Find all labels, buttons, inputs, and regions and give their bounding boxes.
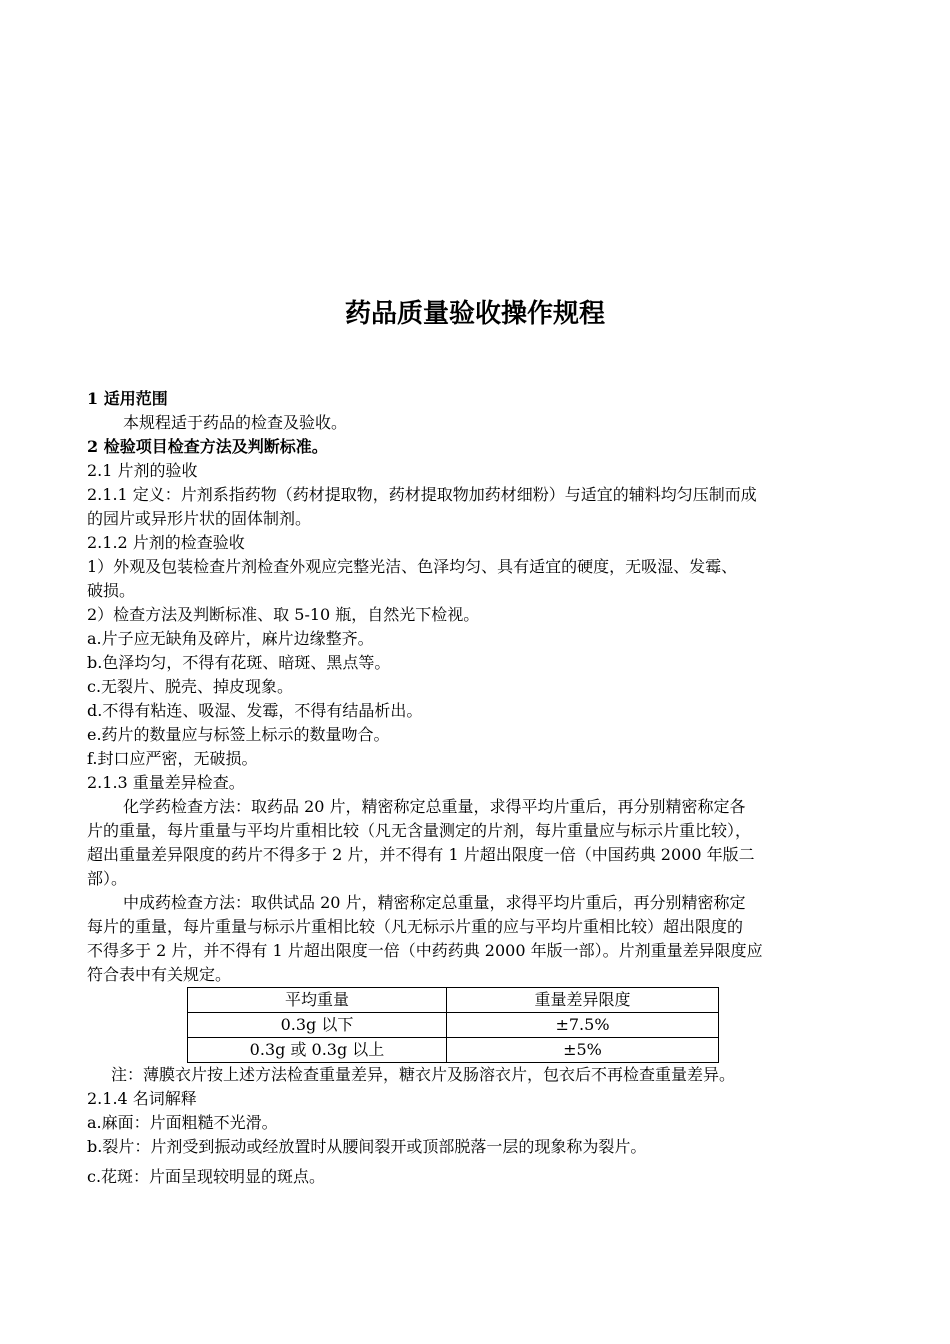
- chem-method-line-2: 片的重量，每片重量与平均片重相比较（凡无含量测定的片剂，每片重量应与标示片重比较），: [87, 821, 752, 840]
- tcm-method-line-3: 不得多于 2 片，并不得有 1 片超出限度一倍（中药药典 2000 年版一部）。片剂重量差异限度应: [87, 941, 763, 960]
- table-cell: 0.3g 以下: [188, 1013, 447, 1038]
- item-1-line-2: 破损。: [87, 581, 136, 600]
- table-cell: ±7.5%: [447, 1013, 719, 1038]
- chem-method-line-3: 超出重量差异限度的药片不得多于 2 片，并不得有 1 片超出限度一倍（中国药典 2000 年版二: [87, 845, 755, 864]
- document-body: [87, 387, 877, 1189]
- table-cell: ±5%: [447, 1038, 719, 1063]
- definition-line-2: 的园片或异形片状的固体制剂。: [87, 509, 312, 528]
- criterion-a: a.片子应无缺角及碎片，麻片边缘整齐。: [87, 629, 374, 648]
- weight-variation-table: [187, 987, 719, 1063]
- section-heading-scope: 1 适用范围: [87, 389, 168, 408]
- tcm-method-line-2: 每片的重量，每片重量与标示片重相比较（凡无标示片重的应与平均片重相比较）超出限度的: [87, 917, 744, 936]
- table-cell: 0.3g 或 0.3g 以上: [188, 1038, 447, 1063]
- item-1-line-1: 1）外观及包装检查片剂检查外观应完整光洁、色泽均匀、具有适宜的硬度，无吸湿、发霉、: [87, 557, 738, 576]
- subheading-tablet-inspection: 2.1.2 片剂的检查验收: [87, 533, 245, 552]
- table-row: [188, 1013, 719, 1038]
- table-header-cell: 重量差异限度: [447, 988, 719, 1013]
- glossary-c: c.花斑：片面呈现较明显的斑点。: [87, 1167, 326, 1186]
- table-header-row: [188, 988, 719, 1013]
- chem-method-line-1: 化学药检查方法：取药品 20 片，精密称定总重量，求得平均片重后，再分别精密称定各: [123, 797, 746, 816]
- criterion-d: d.不得有粘连、吸湿、发霉，不得有结晶析出。: [87, 701, 423, 720]
- item-2: 2）检查方法及判断标准、取 5-10 瓶，自然光下检视。: [87, 605, 480, 624]
- table-row: [188, 1038, 719, 1063]
- criterion-c: c.无裂片、脱壳、掉皮现象。: [87, 677, 294, 696]
- table-header-cell: 平均重量: [188, 988, 447, 1013]
- glossary-a: a.麻面：片面粗糙不光滑。: [87, 1113, 278, 1132]
- tcm-method-line-4: 符合表中有关规定。: [87, 965, 232, 984]
- subheading-tablets: 2.1 片剂的验收: [87, 461, 198, 480]
- paragraph-scope: 本规程适于药品的检查及验收。: [123, 413, 348, 432]
- criterion-f: f.封口应严密，无破损。: [87, 749, 258, 768]
- criterion-b: b.色泽均匀，不得有花斑、暗斑、黑点等。: [87, 653, 391, 672]
- glossary-b: b.裂片：片剂受到振动或经放置时从腰间裂开或顶部脱落一层的现象称为裂片。: [87, 1137, 647, 1156]
- subheading-weight-variation: 2.1.3 重量差异检查。: [87, 773, 245, 792]
- subheading-glossary: 2.1.4 名词解释: [87, 1089, 197, 1108]
- section-heading-inspection: 2 检验项目检查方法及判断标准。: [87, 437, 328, 456]
- chem-method-line-4: 部）。: [87, 869, 128, 888]
- tcm-method-line-1: 中成药检查方法：取供试品 20 片，精密称定总重量，求得平均片重后，再分别精密称定: [123, 893, 746, 912]
- criterion-e: e.药片的数量应与标签上标示的数量吻合。: [87, 725, 390, 744]
- table-note: 注：薄膜衣片按上述方法检查重量差异，糖衣片及肠溶衣片，包衣后不再检查重量差异。: [111, 1065, 736, 1084]
- page-title: 药品质量验收操作规程: [344, 299, 605, 329]
- definition-line-1: 2.1.1 定义：片剂系指药物（药材提取物，药材提取物加药材细粉）与适宜的辅料均匀压制而成: [87, 485, 757, 504]
